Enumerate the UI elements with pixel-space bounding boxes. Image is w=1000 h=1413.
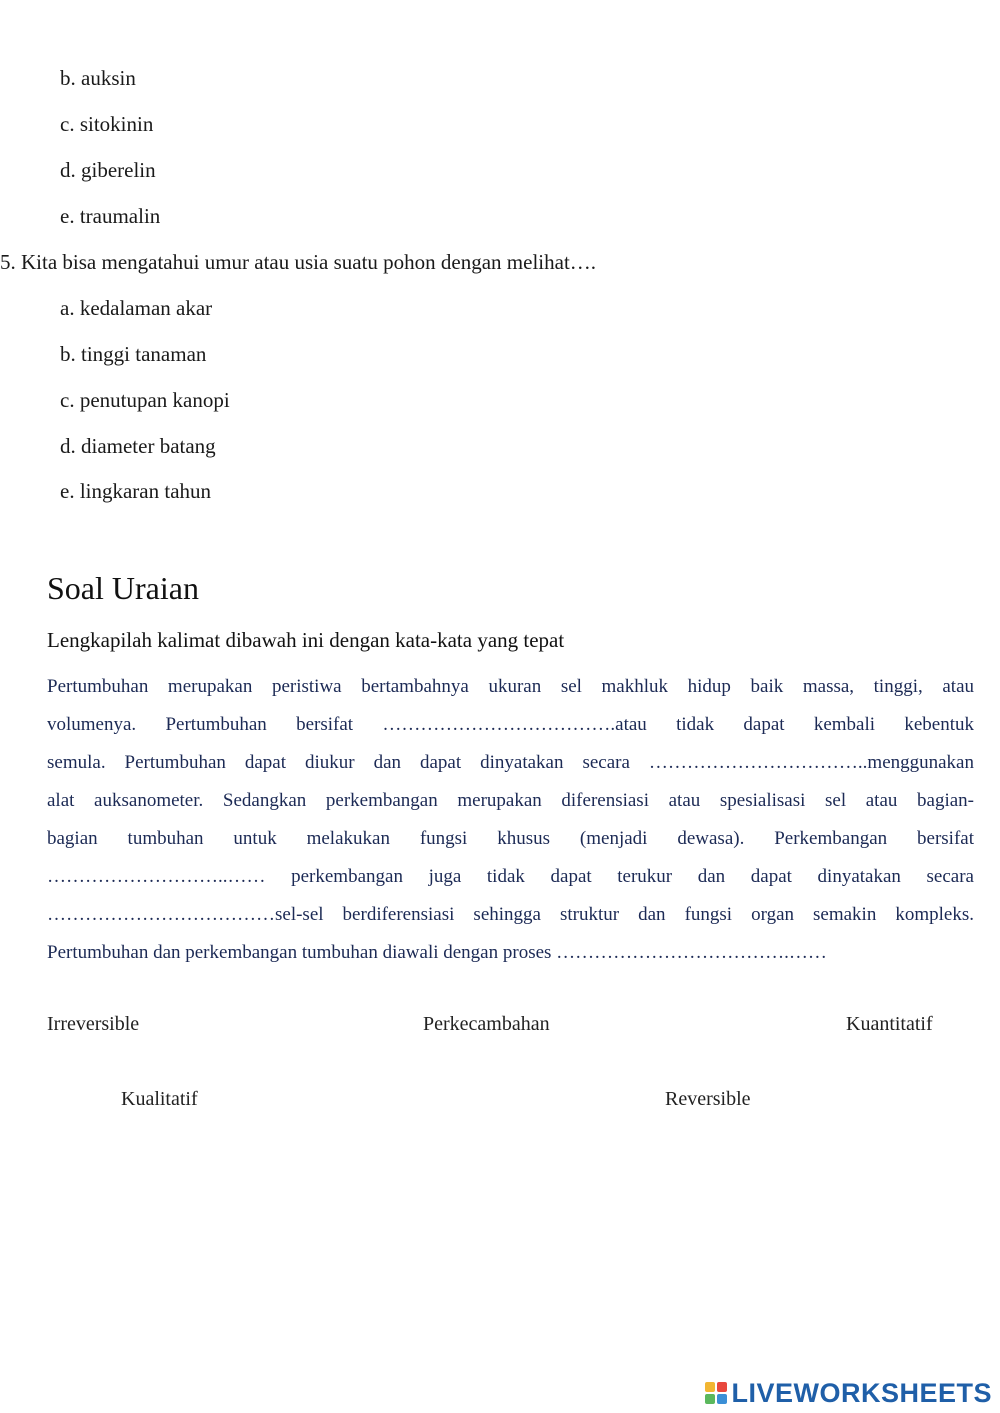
answer-perkecambahan[interactable]: Perkecambahan [423,1013,550,1035]
paragraph-line: bagian tumbuhan untuk melakukan fungsi khusus (menjadi dewasa). Perkembangan bersifat [47,828,974,849]
option-b-auksin: b. auksin [60,66,136,90]
paragraph-line: ………………………..…… perkembangan juga tidak dapat terukur dan dapat dinyatakan secara [47,866,974,887]
q5-option-a: a. kedalaman akar [60,296,213,320]
paragraph-line: ………………………………sel-sel berdiferensiasi sehingga struktur dan fungsi organ semakin kompleks. [47,904,974,925]
answer-reversible[interactable]: Reversible [665,1088,751,1110]
q5-option-e: e. lingkaran tahun [60,479,212,503]
q5-option-d: d. diameter batang [60,434,216,458]
answer-kualitatif[interactable]: Kualitatif [121,1088,198,1110]
paragraph-line: volumenya. Pertumbuhan bersifat ……………………………….atau tidak dapat kembali kebentuk [47,714,974,735]
instruction-text: Lengkapilah kalimat dibawah ini dengan kata-kata yang tepat [47,628,565,652]
paragraph-line: semula. Pertumbuhan dapat diukur dan dapat dinyatakan secara ……………………………..menggunakan [47,752,974,773]
answer-irreversible[interactable]: Irreversible [47,1013,140,1035]
essay-paragraph [47,668,974,972]
option-c-sitokinin: c. sitokinin [60,112,154,136]
logo-mark-icon [705,1382,727,1404]
question-5-text: 5. Kita bisa mengatahui umur atau usia suatu pohon dengan melihat…. [0,250,597,274]
section-heading: Soal Uraian [47,570,199,606]
paragraph-line: Pertumbuhan merupakan peristiwa bertambahnya ukuran sel makhluk hidup baik massa, tinggi, atau [47,676,974,697]
logo-text: LIVEWORKSHEETS [731,1377,992,1408]
option-e-traumalin: e. traumalin [60,204,161,228]
paragraph-line: alat auksanometer. Sedangkan perkembangan merupakan diferensiasi atau spesialisasi sel atau bagian- [47,790,974,811]
q5-option-b: b. tinggi tanaman [60,342,207,366]
answer-kuantitatif[interactable]: Kuantitatif [846,1013,933,1035]
q5-option-c: c. penutupan kanopi [60,388,230,412]
paragraph-line: Pertumbuhan dan perkembangan tumbuhan diawali dengan proses ……………………………….…… [47,942,827,963]
liveworksheets-logo [705,1378,992,1408]
option-d-giberelin: d. giberelin [60,158,156,182]
